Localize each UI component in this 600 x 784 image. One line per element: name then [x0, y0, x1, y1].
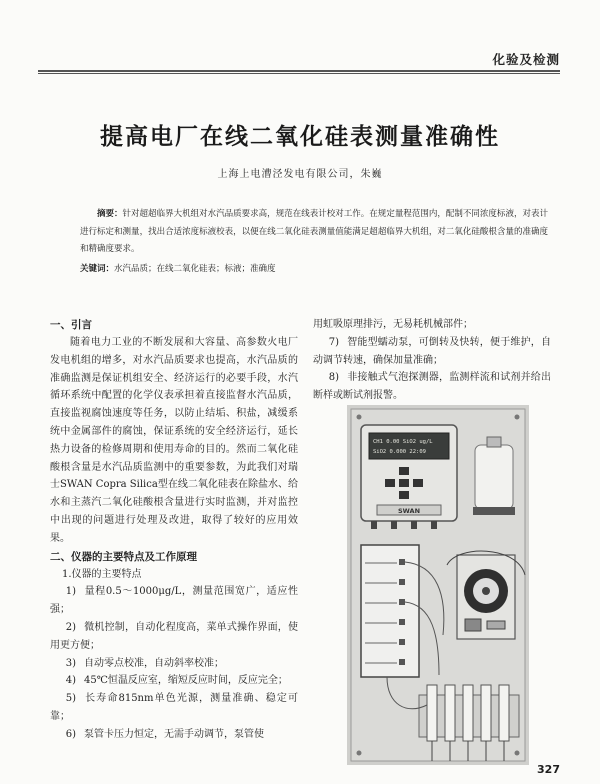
bottle-cap	[487, 437, 501, 447]
pump-hub	[482, 587, 490, 595]
flow-cell	[445, 685, 455, 741]
connector	[399, 619, 405, 625]
list-item-number: 2)	[65, 621, 76, 633]
list-item-number: 5)	[65, 693, 76, 705]
article-title: 提高电厂在线二氧化硅表测量准确性	[100, 124, 500, 150]
subsection-heading: 1.仪器的主要特点	[62, 568, 142, 580]
list-item-text: 长寿命815nm单色光源，测量准确、稳定可靠；	[50, 693, 298, 722]
keywords-label: 关键词：	[80, 264, 115, 274]
list-item-number: 6)	[65, 728, 76, 740]
list-item	[313, 369, 551, 405]
section-tag: 化验及检测	[492, 52, 560, 67]
key-enter	[399, 479, 409, 487]
connector	[399, 639, 405, 645]
connector	[399, 599, 405, 605]
brand-text: SWAN	[397, 507, 421, 515]
keywords	[80, 262, 548, 276]
mounting-hole	[357, 415, 362, 420]
display-line-2: SiO2 0.000 22:09	[373, 449, 426, 455]
list-item-text: 泵管卡压力恒定，无需手动调节，泵管使	[84, 728, 264, 740]
list-item-text: 量程0.5～1000μg/L，测量范围宽广，适应性强；	[50, 586, 298, 616]
list-item	[50, 619, 298, 655]
list-item	[50, 726, 298, 744]
key-up	[399, 467, 409, 475]
keywords-text: 水汽品质；在线二氧化硅表；标液；准确度	[114, 264, 276, 274]
list-item-text: 智能型蠕动泵，可倒转及快转，便于维护，自动调节转速，确保加量准确；	[313, 336, 551, 366]
list-item-number: 8)	[328, 372, 339, 384]
flow-cell	[427, 685, 437, 741]
abstract-text: 针对超超临界大机组对水汽品质要求高，规范在线表计校对工作。在规定量程范围内，配制不同浓度标液，对表计进行标定和测量，找出合适浓度标液校表，以便在线二氧化硅表测量值能满足超超临界大机组，对二氧化硅酸根含量的准确度和精确度要求。	[80, 209, 548, 254]
flow-cell	[463, 685, 473, 741]
list-item	[50, 655, 298, 673]
mounting-hole	[515, 751, 520, 756]
list-item-text: 45℃恒温反应室，缩短反应时间，反应完全；	[84, 675, 288, 687]
connector	[399, 559, 405, 565]
list-item	[50, 583, 298, 619]
bottle-bracket	[473, 507, 515, 515]
list-item-number: 4)	[65, 675, 76, 687]
list-item	[50, 672, 298, 690]
list-item-number: 3)	[65, 657, 76, 669]
abstract	[80, 206, 548, 259]
cable-gland	[411, 521, 417, 529]
reaction-block	[361, 545, 419, 677]
connector	[399, 659, 405, 665]
list-item-text: 非接触式气泡探测器，监测样流和试剂并给出断样或断试剂报警。	[313, 372, 551, 402]
mounting-hole	[515, 415, 520, 420]
pump-clamp	[465, 619, 481, 631]
pump-clamp	[487, 621, 505, 629]
left-column	[50, 316, 298, 744]
cable-gland	[371, 521, 377, 529]
header-rule	[38, 70, 560, 74]
key-right	[413, 479, 423, 487]
connector	[399, 579, 405, 585]
flow-cell	[499, 685, 509, 741]
reagent-bottle	[475, 445, 513, 509]
intro-paragraph: 随着电力工业的不断发展和大容量、高参数火电厂发电机组的增多，对水汽品质要求也提高，水汽品质的准确监测是保证机组安全、经济运行的必要手段，水汽循环系统中配置的化学仪表承担着直接监督水汽品质，直接监视腐蚀速度等任务，以防止结垢、积盐，减缓系统中金属部件的腐蚀，保证系统的安全经济运行，延长热力设备的检修周期和使用寿命的目的。然而二氧化硅酸根含量是水汽品质监测中的重要参数，为此我们对瑞士SWAN Copra Silica型在线二氧化硅表在除盐水、给水和主蒸汽二氧化硅酸根含量进行实时监测，并对监控中出现的问题进行处理及改进，取得了较好的应用效果。	[50, 337, 298, 544]
page-number: 327	[537, 763, 560, 776]
display-line-1: CH1 0.00 SiO2 ug/L	[373, 439, 433, 445]
abstract-label: 摘要：	[97, 209, 123, 219]
list-item	[313, 334, 551, 370]
cable-gland	[431, 521, 437, 529]
right-column	[313, 316, 551, 405]
list-item	[50, 690, 298, 726]
flow-cell	[481, 685, 491, 741]
list-item-number: 7)	[328, 336, 339, 348]
display-screen	[369, 433, 449, 459]
section-heading-features: 二、仪器的主要特点及工作原理	[50, 550, 197, 563]
key-down	[399, 491, 409, 499]
cable-gland	[391, 521, 397, 529]
continued-text: 用虹吸原理排污，无易耗机械部件；	[313, 319, 473, 330]
list-item-text: 自动零点校准，自动斜率校准；	[84, 657, 224, 669]
list-item-text: 微机控制，自动化程度高，菜单式操作界面，使用更方便；	[50, 621, 298, 651]
mounting-hole	[357, 751, 362, 756]
list-item-number: 1)	[65, 586, 76, 598]
key-left	[385, 479, 395, 487]
article-author: 上海上电漕泾发电有限公司，朱巍	[217, 169, 383, 180]
section-heading-intro: 一、引言	[50, 319, 92, 331]
analyzer-photo	[347, 405, 529, 765]
